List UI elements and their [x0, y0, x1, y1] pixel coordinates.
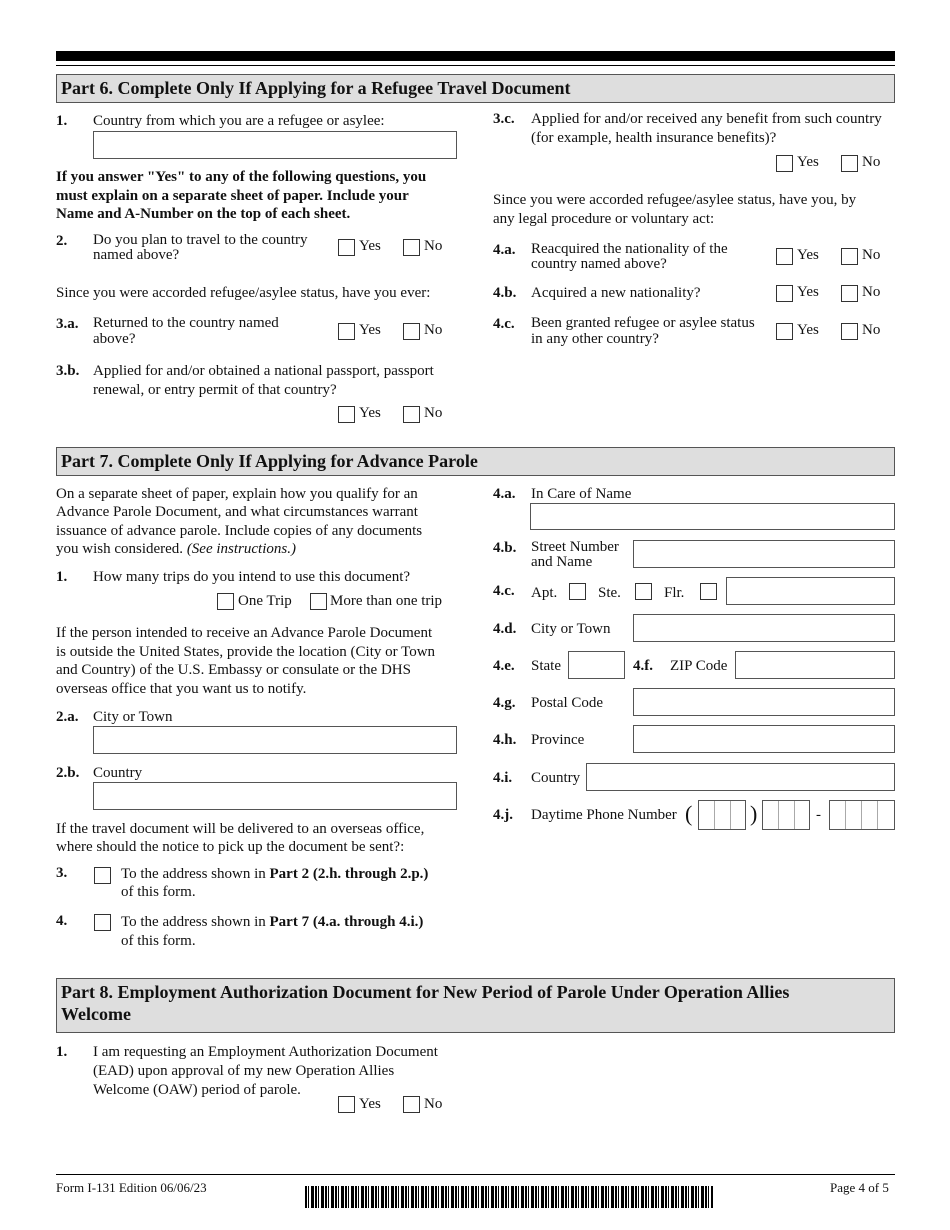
p8-q1-number: 1.	[56, 1044, 68, 1060]
p6-q3a-yes-checkbox[interactable]	[338, 323, 355, 340]
p7-4i-label: Country	[531, 770, 581, 786]
p6-q4a-line1: Reacquired the nationality of the	[531, 241, 728, 257]
p7-4d-label: City or Town	[531, 621, 611, 637]
p7-4b-line2: and Name	[531, 554, 593, 570]
p7-4j-label: Daytime Phone Number	[531, 807, 677, 823]
p7-q2a-number: 2.a.	[56, 709, 79, 725]
p6-q4a-line2: country named above?	[531, 256, 667, 272]
p6-q3c-line2: (for example, health insurance benefits)?	[531, 130, 777, 146]
p6-instruction-line1: If you answer "Yes" to any of the following questions, you	[56, 169, 427, 185]
top-rule-thin	[56, 65, 895, 66]
apt-label: Apt.	[531, 585, 558, 601]
phone-prefix-input[interactable]	[762, 800, 810, 830]
p7-embassy-country-input[interactable]	[93, 782, 457, 810]
p7-q2b-label: Country	[93, 765, 143, 781]
ste-label: Ste.	[598, 585, 621, 601]
p6-q3c-number: 3.c.	[493, 111, 515, 127]
p7-4i-number: 4.i.	[493, 770, 513, 786]
p6-q4a-yes-label: Yes	[797, 247, 819, 263]
p7-4a-label: In Care of Name	[531, 486, 632, 502]
p6-q3c-no-checkbox[interactable]	[841, 155, 858, 172]
p7-4f-label: ZIP Code	[670, 658, 728, 674]
p6-q2-line2: named above?	[93, 247, 180, 263]
p6-q4b-no-checkbox[interactable]	[841, 285, 858, 302]
p6-q3b-no-label: No	[424, 405, 443, 421]
p7-q1-number: 1.	[56, 569, 68, 585]
apt-checkbox[interactable]	[569, 583, 586, 600]
flr-label: Flr.	[664, 585, 685, 601]
p6-instruction-line3: Name and A-Number on the top of each sheet.	[56, 206, 351, 222]
p7-person-line4: overseas office that you want us to notify.	[56, 681, 307, 697]
p6-q4a-no-label: No	[862, 247, 881, 263]
p7-4a-number: 4.a.	[493, 486, 516, 502]
p7-4f-number: 4.f.	[633, 658, 653, 674]
p7-4h-label: Province	[531, 732, 585, 748]
p6-q4c-line1: Been granted refugee or asylee status	[531, 315, 755, 331]
p6-q3a-line2: above?	[93, 331, 136, 347]
p7-q3-line2: of this form.	[121, 884, 196, 900]
p6-q3b-line2: renewal, or entry permit of that country?	[93, 382, 337, 398]
p7-4d-number: 4.d.	[493, 621, 517, 637]
p6-q2-no-label: No	[424, 238, 443, 254]
p6-q3c-line1: Applied for and/or received any benefit from such country	[531, 111, 882, 127]
part8-header	[56, 978, 895, 1033]
p7-intro-line2: Advance Parole Document, and what circumstances warrant	[56, 504, 418, 520]
postal-code-input[interactable]	[633, 688, 895, 716]
p6-q3b-line1: Applied for and/or obtained a national passport, passport	[93, 363, 434, 379]
part8-header-line1: Part 8. Employment Authorization Document for New Period of Parole Under Operation Allies	[61, 982, 790, 1002]
p7-deliver-line2: where should the notice to pick up the document be sent?:	[56, 839, 405, 855]
p7-4b-line1: Street Number	[531, 539, 619, 555]
more-trips-label: More than one trip	[330, 593, 443, 609]
p7-q4-line2: of this form.	[121, 933, 196, 949]
p6-q3b-yes-label: Yes	[359, 405, 381, 421]
p6-q3b-no-checkbox[interactable]	[403, 406, 420, 423]
barcode	[305, 1186, 713, 1208]
part8-header-line2: Welcome	[61, 1004, 131, 1024]
one-trip-label: One Trip	[238, 593, 292, 609]
p6-q4a-number: 4.a.	[493, 242, 516, 258]
p7-q2a-label: City or Town	[93, 709, 173, 725]
p6-q3b-yes-checkbox[interactable]	[338, 406, 355, 423]
p6-q3a-line1: Returned to the country named	[93, 315, 279, 331]
phone-close-paren: )	[750, 801, 758, 826]
p7-person-line3: and Country) of the U.S. Embassy or consulate or the DHS	[56, 662, 411, 678]
p6-q4b-yes-label: Yes	[797, 284, 819, 300]
p6-q2-number: 2.	[56, 233, 68, 249]
p6-q3a-no-checkbox[interactable]	[403, 323, 420, 340]
p6-since-act-line1: Since you were accorded refugee/asylee status, have you, by	[493, 192, 857, 208]
p6-q3a-no-label: No	[424, 322, 443, 338]
unit-number-input[interactable]	[726, 577, 895, 605]
p6-q3c-no-label: No	[862, 154, 881, 170]
p8-q1-line3: Welcome (OAW) period of parole.	[93, 1082, 301, 1098]
p6-q4a-no-checkbox[interactable]	[841, 248, 858, 265]
p6-q2-line1: Do you plan to travel to the country	[93, 232, 308, 248]
page-number: Page 4 of 5	[830, 1180, 889, 1195]
p8-q1-no-label: No	[424, 1096, 443, 1112]
p7-intro-line4: you wish considered. (See instructions.)	[56, 541, 296, 557]
p7-q3-checkbox[interactable]	[94, 867, 111, 884]
phone-line-number-input[interactable]	[829, 800, 895, 830]
p6-q2-no-checkbox[interactable]	[403, 239, 420, 256]
p7-4g-number: 4.g.	[493, 695, 516, 711]
p6-q3c-yes-label: Yes	[797, 154, 819, 170]
p8-q1-yes-checkbox[interactable]	[338, 1096, 355, 1113]
p6-q1-number: 1.	[56, 113, 68, 129]
p7-q4-line1: To the address shown in Part 7 (4.a. through 4.i.)	[121, 914, 424, 930]
p6-since-ever: Since you were accorded refugee/asylee status, have you ever:	[56, 285, 431, 301]
form-edition: Form I-131 Edition 06/06/23	[56, 1180, 207, 1195]
p6-q4a-yes-checkbox[interactable]	[776, 248, 793, 265]
province-input[interactable]	[633, 725, 895, 753]
see-instructions: (See instructions.)	[186, 541, 296, 557]
p6-q1-country-input[interactable]	[93, 131, 457, 159]
p7-person-line1: If the person intended to receive an Advance Parole Document	[56, 625, 433, 641]
zip-code-input[interactable]	[735, 651, 895, 679]
p6-q4b-yes-checkbox[interactable]	[776, 285, 793, 302]
part6-header: Part 6. Complete Only If Applying for a Refugee Travel Document	[56, 74, 895, 103]
p6-q4c-yes-label: Yes	[797, 322, 819, 338]
p6-q1-label: Country from which you are a refugee or asylee:	[93, 113, 385, 129]
p7-q3-line1: To the address shown in Part 2 (2.h. through 2.p.)	[121, 866, 429, 882]
city-town-input[interactable]	[633, 614, 895, 642]
p7-4g-label: Postal Code	[531, 695, 604, 711]
p6-q3a-number: 3.a.	[56, 316, 79, 332]
p6-q4b-no-label: No	[862, 284, 881, 300]
p7-4c-number: 4.c.	[493, 583, 515, 599]
p6-q2-yes-label: Yes	[359, 238, 381, 254]
part7-header: Part 7. Complete Only If Applying for Advance Parole	[56, 447, 895, 476]
p7-4j-number: 4.j.	[493, 807, 513, 823]
footer-rule	[56, 1174, 895, 1175]
more-trips-checkbox[interactable]	[310, 593, 327, 610]
p6-q4c-line2: in any other country?	[531, 331, 659, 347]
p7-4h-number: 4.h.	[493, 732, 517, 748]
p6-q4c-no-label: No	[862, 322, 881, 338]
country-input[interactable]	[586, 763, 895, 791]
p6-q4c-number: 4.c.	[493, 316, 515, 332]
p7-embassy-city-input[interactable]	[93, 726, 457, 754]
p8-q1-line1: I am requesting an Employment Authorization Document	[93, 1044, 438, 1060]
p7-intro-line1: On a separate sheet of paper, explain how you qualify for an	[56, 486, 418, 502]
p7-q4-checkbox[interactable]	[94, 914, 111, 931]
p6-q4b-line1: Acquired a new nationality?	[531, 285, 701, 301]
p7-4e-number: 4.e.	[493, 658, 515, 674]
p7-person-line2: is outside the United States, provide the location (City or Town	[56, 644, 436, 660]
phone-open-paren: (	[685, 801, 693, 826]
p6-q2-yes-checkbox[interactable]	[338, 239, 355, 256]
p7-q1-label: How many trips do you intend to use this document?	[93, 569, 411, 585]
top-rule-thick	[56, 51, 895, 61]
p7-q2b-number: 2.b.	[56, 765, 80, 781]
p8-q1-line2: (EAD) upon approval of my new Operation Allies	[93, 1063, 395, 1079]
p6-since-act-line2: any legal procedure or voluntary act:	[493, 211, 715, 227]
phone-dash: -	[816, 807, 821, 823]
state-input[interactable]	[568, 651, 625, 679]
p6-q4b-number: 4.b.	[493, 285, 517, 301]
p6-q4c-no-checkbox[interactable]	[841, 323, 858, 340]
p8-q1-no-checkbox[interactable]	[403, 1096, 420, 1113]
street-number-input[interactable]	[633, 540, 895, 568]
ste-checkbox[interactable]	[635, 583, 652, 600]
p6-q3c-yes-checkbox[interactable]	[776, 155, 793, 172]
p7-4e-label: State	[531, 658, 561, 674]
p6-q4c-yes-checkbox[interactable]	[776, 323, 793, 340]
p7-deliver-line1: If the travel document will be delivered to an overseas office,	[56, 821, 425, 837]
p7-q3-number: 3.	[56, 865, 68, 881]
p7-intro-line3: issuance of advance parole. Include copies of any documents	[56, 523, 423, 539]
p7-4b-number: 4.b.	[493, 540, 517, 556]
one-trip-checkbox[interactable]	[217, 593, 234, 610]
in-care-of-name-input[interactable]	[530, 503, 895, 530]
p7-q4-number: 4.	[56, 913, 68, 929]
p6-instruction-line2: must explain on a separate sheet of paper. Include your	[56, 188, 409, 204]
flr-checkbox[interactable]	[700, 583, 717, 600]
p6-q3a-yes-label: Yes	[359, 322, 381, 338]
phone-area-code-input[interactable]	[698, 800, 746, 830]
p6-q3b-number: 3.b.	[56, 363, 80, 379]
p8-q1-yes-label: Yes	[359, 1096, 381, 1112]
